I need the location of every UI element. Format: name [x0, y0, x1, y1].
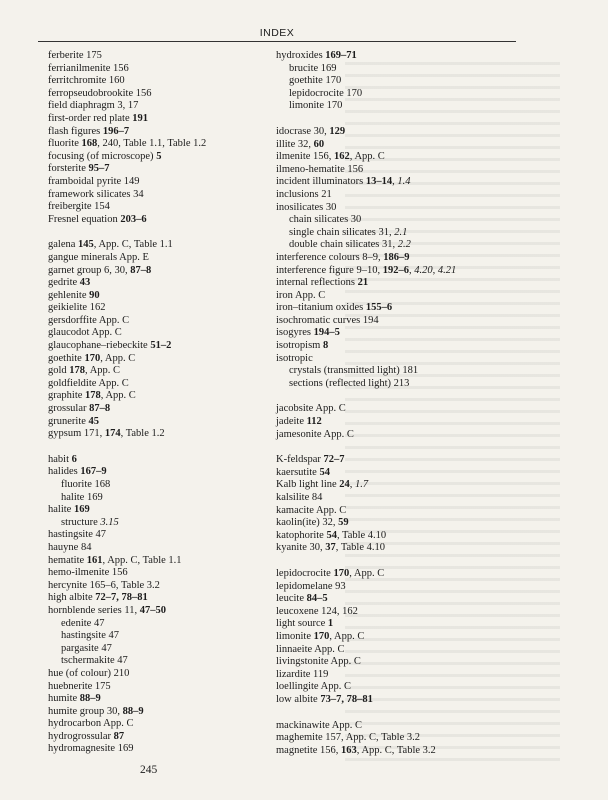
entry-text: incident illuminators	[276, 176, 366, 188]
index-subentry	[276, 63, 526, 76]
index-entry	[276, 644, 526, 657]
entry-text: sections (reflected light) 213	[289, 377, 410, 389]
entry-text: flash figures	[48, 125, 103, 137]
index-subentry	[276, 88, 526, 101]
index-entry	[48, 302, 273, 315]
entry-text: isotropism	[276, 340, 323, 352]
principal-page-ref: 90	[89, 289, 100, 301]
principal-page-ref: 87–8	[89, 403, 111, 415]
index-entry	[48, 390, 273, 403]
index-entry	[48, 340, 273, 353]
entry-text: , Table 1.2	[120, 428, 165, 440]
index-entry	[276, 353, 526, 366]
entry-text: focusing (of microscope)	[48, 150, 157, 162]
index-entry	[48, 201, 273, 214]
index-subentry	[276, 365, 526, 378]
entry-text: single chain silicates 31,	[289, 226, 395, 238]
entry-text: interference colours 8–9,	[276, 251, 384, 263]
principal-page-ref: 186–9	[383, 251, 410, 263]
index-entry	[276, 277, 526, 290]
page-number: 245	[140, 764, 158, 776]
index-entry	[48, 189, 273, 202]
entry-text: graphite	[48, 390, 86, 402]
entry-text: jamesonite App. C	[276, 428, 354, 440]
index-entry	[48, 706, 273, 719]
index-subentry	[48, 618, 273, 631]
principal-page-ref: 8	[322, 340, 329, 352]
index-entry	[276, 530, 526, 543]
principal-page-ref: 54	[319, 466, 330, 478]
index-entry	[276, 606, 526, 619]
principal-page-ref: 112	[306, 416, 322, 428]
entry-text: halite	[48, 504, 74, 516]
principal-page-ref: 13–14	[365, 176, 393, 188]
entry-text: , App. C, Table 3.2	[356, 744, 436, 756]
index-subentry	[276, 100, 526, 113]
index-entry	[48, 315, 273, 328]
entry-text: freibergite 154	[48, 201, 110, 213]
entry-text: inclusions 21	[276, 188, 332, 200]
entry-text: hydromagnesite 169	[48, 743, 134, 755]
entry-text: low albite	[276, 693, 321, 705]
principal-page-ref: 59	[338, 517, 349, 529]
entry-text: first-order red plate	[48, 112, 133, 124]
entry-text: jadeite	[276, 416, 307, 428]
entry-text: hornblende series 11,	[48, 604, 140, 616]
entry-text: , Table 4.10	[336, 529, 387, 541]
entry-text: geikielite 162	[48, 302, 106, 314]
index-entry	[48, 75, 273, 88]
index-entry	[48, 731, 273, 744]
entry-text: chain silicates 30	[289, 214, 362, 226]
index-entry	[48, 567, 273, 580]
principal-page-ref: 43	[79, 277, 91, 289]
index-entry	[276, 327, 526, 340]
index-entry	[48, 163, 273, 176]
entry-text: grunerite	[48, 415, 89, 427]
entry-text: gold	[48, 365, 70, 377]
principal-page-ref: 37	[325, 542, 336, 554]
figure-ref: 1.4	[397, 176, 411, 188]
entry-text: lepidocrocite	[276, 567, 334, 579]
entry-text: high albite	[48, 592, 96, 604]
index-entry	[48, 365, 273, 378]
entry-text: gersdorffite App. C	[48, 314, 130, 326]
entry-text: halides	[48, 466, 81, 478]
index-entry	[276, 745, 526, 758]
entry-text: ,	[349, 479, 356, 491]
index-entry	[48, 605, 273, 618]
index-entry	[276, 656, 526, 669]
principal-page-ref: 24	[339, 479, 350, 491]
index-entry	[276, 151, 526, 164]
index-entry	[48, 504, 273, 517]
entry-text: idocrase 30,	[276, 125, 330, 137]
entry-text: crystals (transmitted light) 181	[289, 365, 419, 377]
principal-page-ref: 161	[86, 554, 103, 566]
index-column-right	[276, 50, 526, 757]
index-entry	[48, 403, 273, 416]
entry-text: , App. C	[85, 365, 121, 377]
index-subentry	[48, 492, 273, 505]
index-entry	[48, 542, 273, 555]
entry-text: gedrite	[48, 277, 80, 289]
entry-text: goethite 170	[289, 75, 342, 87]
principal-page-ref: 47–50	[139, 604, 167, 616]
entry-text: field diaphragm 3, 17	[48, 100, 139, 112]
index-subentry	[276, 75, 526, 88]
index-entry	[276, 505, 526, 518]
entry-text: hydrogrossular	[48, 730, 114, 742]
entry-text: kamacite App. C	[276, 504, 347, 516]
entry-text: internal reflections	[276, 277, 358, 289]
entry-text: leucite	[276, 593, 307, 605]
index-entry	[276, 252, 526, 265]
index-entry	[48, 718, 273, 731]
entry-text: ferritchromite 160	[48, 75, 125, 87]
entry-text: fluorite 168	[61, 479, 111, 490]
entry-text: , App. C	[349, 567, 385, 579]
index-entry	[276, 126, 526, 139]
index-entry	[276, 315, 526, 328]
index-entry	[48, 88, 273, 101]
entry-text: grossular	[48, 403, 90, 415]
principal-page-ref: 196–7	[102, 125, 130, 137]
figure-ref: 1.7	[355, 479, 369, 491]
index-entry	[276, 139, 526, 152]
entry-text: pargasite 47	[61, 642, 112, 654]
index-entry	[48, 378, 273, 391]
index-entry	[276, 290, 526, 303]
entry-text: , App. C, Table 1.1	[102, 554, 182, 566]
principal-page-ref: 178	[85, 390, 101, 402]
index-entry	[48, 138, 273, 151]
figure-ref: 3.15	[100, 516, 119, 528]
principal-page-ref: 145	[78, 239, 94, 251]
entry-text: hydroxides	[276, 50, 326, 61]
entry-text: gangue minerals App. E	[48, 251, 149, 263]
principal-page-ref: 1	[327, 618, 334, 630]
principal-page-ref: 162	[334, 151, 350, 163]
entry-text: magnetite 156,	[276, 744, 342, 756]
index-entry	[276, 416, 526, 429]
index-entry	[48, 454, 273, 467]
entry-text: loellingite App. C	[276, 681, 351, 693]
entry-text: ferberite 175	[48, 50, 102, 61]
index-column-left	[48, 50, 273, 756]
entry-text: fluorite	[48, 138, 82, 150]
entry-text: ,	[392, 176, 398, 188]
principal-page-ref: 54	[326, 529, 337, 541]
index-entry	[48, 466, 273, 479]
entry-text: ilmeno-hematite 156	[276, 163, 364, 175]
entry-text: garnet group 6, 30,	[48, 264, 131, 276]
entry-text: livingstonite App. C	[276, 656, 361, 668]
index-subentry	[276, 214, 526, 227]
index-entry	[48, 151, 273, 164]
index-entry	[276, 581, 526, 594]
index-entry	[276, 164, 526, 177]
principal-page-ref: 73–7, 78–81	[320, 693, 373, 705]
index-entry	[48, 529, 273, 542]
index-subentry	[276, 378, 526, 391]
entry-text: glaucodot App. C	[48, 327, 122, 339]
index-entry	[276, 403, 526, 416]
index-entry	[48, 327, 273, 340]
entry-text: galena	[48, 239, 79, 251]
entry-text: maghemite 157, App. C, Table 3.2	[276, 732, 421, 744]
entry-text: hue (of colour) 210	[48, 667, 130, 679]
index-entry	[276, 517, 526, 530]
entry-text: humite group 30,	[48, 705, 123, 717]
principal-page-ref: 87	[113, 730, 125, 742]
principal-page-ref: 5	[156, 150, 162, 162]
index-entry	[48, 416, 273, 429]
index-entry	[48, 555, 273, 568]
entry-text: isochromatic curves 194	[276, 314, 379, 326]
entry-text: habit	[48, 453, 72, 465]
entry-text: ,	[408, 264, 415, 276]
index-entry	[276, 732, 526, 745]
index-entry	[276, 454, 526, 467]
header-title: INDEX	[259, 27, 295, 39]
entry-text: edenite 47	[61, 617, 105, 629]
index-entry	[276, 340, 526, 353]
entry-text: hydrocarbon App. C	[48, 718, 134, 730]
figure-ref: 4.20, 4.21	[414, 264, 457, 276]
entry-text: iron–titanium oxides	[276, 302, 366, 314]
principal-page-ref: 72–7	[323, 454, 345, 466]
entry-text: lizardite 119	[276, 668, 329, 680]
index-entry	[48, 265, 273, 278]
principal-page-ref: 163	[341, 744, 357, 756]
entry-text: , App. C	[100, 390, 136, 402]
entry-text: framboidal pyrite 149	[48, 175, 140, 187]
entry-text: limonite 170	[289, 100, 343, 112]
index-entry	[48, 113, 273, 126]
index-entry	[276, 189, 526, 202]
entry-text: Fresnel equation	[48, 213, 121, 225]
entry-text: ilmenite 156,	[276, 151, 335, 163]
principal-page-ref: 72–7, 78–81	[95, 592, 148, 604]
entry-text: isogyres	[276, 327, 314, 339]
index-entry	[48, 743, 273, 756]
index-entry	[48, 693, 273, 706]
entry-text: goethite	[48, 352, 85, 364]
entry-text: interference figure 9–10,	[276, 264, 383, 276]
index-entry	[276, 568, 526, 581]
entry-text: kyanite 30,	[276, 542, 326, 554]
index-entry	[48, 580, 273, 593]
entry-text: gypsum 171,	[48, 428, 105, 440]
figure-ref: 2.2	[397, 239, 411, 251]
entry-text: K-feldspar	[276, 454, 324, 466]
entry-text: jacobsite App. C	[276, 403, 346, 415]
entry-text: hastingsite 47	[48, 529, 107, 541]
principal-page-ref: 178	[69, 365, 86, 377]
entry-text: brucite 169	[289, 62, 337, 74]
entry-text: goldfieldite App. C	[48, 377, 129, 389]
index-entry	[48, 277, 273, 290]
principal-page-ref: 169–71	[325, 50, 357, 61]
index-entry	[48, 239, 273, 252]
entry-text: isotropic	[276, 352, 313, 364]
index-entry	[276, 593, 526, 606]
entry-text: double chain silicates 31,	[289, 239, 398, 251]
entry-text: iron App. C	[276, 289, 326, 301]
entry-text: lepidocrocite 170	[289, 87, 363, 99]
entry-text: gehlenite	[48, 289, 90, 301]
entry-text: framework silicates 34	[48, 188, 144, 200]
index-entry	[276, 694, 526, 707]
principal-page-ref: 6	[71, 453, 77, 465]
index-entry	[276, 542, 526, 555]
entry-text: hauyne 84	[48, 541, 92, 553]
entry-text: illite 32,	[276, 138, 314, 150]
principal-page-ref: 169	[73, 504, 90, 516]
index-entry	[48, 668, 273, 681]
index-entry	[276, 202, 526, 215]
index-subentry	[48, 630, 273, 643]
index-subentry	[48, 655, 273, 668]
entry-text: hastingsite 47	[61, 630, 120, 642]
entry-text: , App. C	[329, 630, 365, 642]
index-entry	[276, 176, 526, 189]
index-entry	[48, 353, 273, 366]
index-entry	[48, 100, 273, 113]
index-subentry	[48, 479, 273, 492]
index-entry	[48, 428, 273, 441]
index-entry	[48, 681, 273, 694]
entry-text: tschermakite 47	[61, 655, 128, 667]
principal-page-ref: 168	[81, 138, 98, 150]
principal-page-ref: 167–9	[80, 466, 107, 478]
principal-page-ref: 95–7	[88, 163, 110, 175]
principal-page-ref: 87–8	[130, 264, 152, 276]
index-entry	[276, 302, 526, 315]
entry-text: hematite	[48, 554, 87, 566]
entry-text: humite	[48, 693, 80, 705]
entry-text: , App. C, Table 1.1	[93, 239, 173, 251]
principal-page-ref: 60	[313, 138, 325, 150]
entry-text: Kalb light line	[276, 479, 340, 491]
principal-page-ref: 129	[329, 125, 346, 137]
principal-page-ref: 170	[313, 630, 330, 642]
index-subentry	[276, 227, 526, 240]
index-entry	[276, 618, 526, 631]
index-entry	[276, 467, 526, 480]
principal-page-ref: 51–2	[150, 340, 172, 352]
entry-text: ferropseudobrookite 156	[48, 87, 152, 99]
index-entry	[48, 252, 273, 265]
entry-text: lepidomelane 93	[276, 580, 346, 592]
entry-text: ferrianilmenite 156	[48, 62, 129, 74]
entry-text: huebnerite 175	[48, 680, 111, 692]
principal-page-ref: 88–9	[122, 705, 144, 717]
principal-page-ref: 155–6	[365, 302, 393, 314]
principal-page-ref: 170	[84, 352, 101, 364]
entry-text: , 240, Table 1.1, Table 1.2	[97, 138, 207, 150]
entry-text: hercynite 165–6, Table 3.2	[48, 579, 160, 591]
index-subentry	[48, 643, 273, 656]
entry-text: kaolin(ite) 32,	[276, 517, 339, 529]
index-entry	[48, 592, 273, 605]
entry-text: inosilicates 30	[276, 201, 337, 213]
index-entry	[276, 479, 526, 492]
principal-page-ref: 194–5	[313, 327, 340, 339]
entry-text: katophorite	[276, 529, 327, 541]
index-entry	[276, 669, 526, 682]
index-entry	[48, 50, 273, 63]
entry-text: glaucophane–riebeckite	[48, 340, 151, 352]
entry-text: kalsilite 84	[276, 492, 323, 503]
principal-page-ref: 192–6	[382, 264, 409, 276]
entry-text: limonite	[276, 630, 314, 642]
entry-text: structure	[61, 516, 101, 528]
entry-text: , Table 4.10	[335, 542, 386, 554]
principal-page-ref: 45	[88, 415, 100, 427]
entry-text: linnaeite App. C	[276, 643, 345, 655]
index-entry	[48, 214, 273, 227]
index-entry	[276, 265, 526, 278]
principal-page-ref: 88–9	[79, 693, 101, 705]
index-entry	[276, 631, 526, 644]
principal-page-ref: 191	[132, 112, 149, 124]
index-entry	[48, 126, 273, 139]
running-header	[38, 27, 516, 42]
entry-text: leucoxene 124, 162	[276, 605, 358, 617]
entry-text: mackinawite App. C	[276, 719, 363, 731]
index-entry	[48, 290, 273, 303]
principal-page-ref: 203–6	[120, 213, 147, 225]
principal-page-ref: 84–5	[306, 593, 328, 605]
principal-page-ref: 170	[333, 567, 350, 579]
index-subentry	[276, 239, 526, 252]
index-entry	[276, 681, 526, 694]
principal-page-ref: 21	[357, 277, 369, 289]
entry-text: light source	[276, 618, 328, 630]
index-entry	[276, 429, 526, 442]
entry-text: , App. C	[349, 151, 385, 163]
figure-ref: 2.1	[394, 226, 408, 238]
index-subentry	[48, 517, 273, 530]
index-entry	[276, 50, 526, 63]
principal-page-ref: 174	[104, 428, 121, 440]
index-entry	[48, 176, 273, 189]
index-entry	[48, 63, 273, 76]
entry-text: halite 169	[61, 491, 103, 503]
index-entry	[276, 492, 526, 505]
entry-text: , App. C	[100, 352, 136, 364]
index-entry	[276, 720, 526, 733]
entry-text: kaersutite	[276, 466, 320, 478]
entry-text: hemo-ilmenite 156	[48, 567, 128, 579]
entry-text: forsterite	[48, 163, 89, 175]
